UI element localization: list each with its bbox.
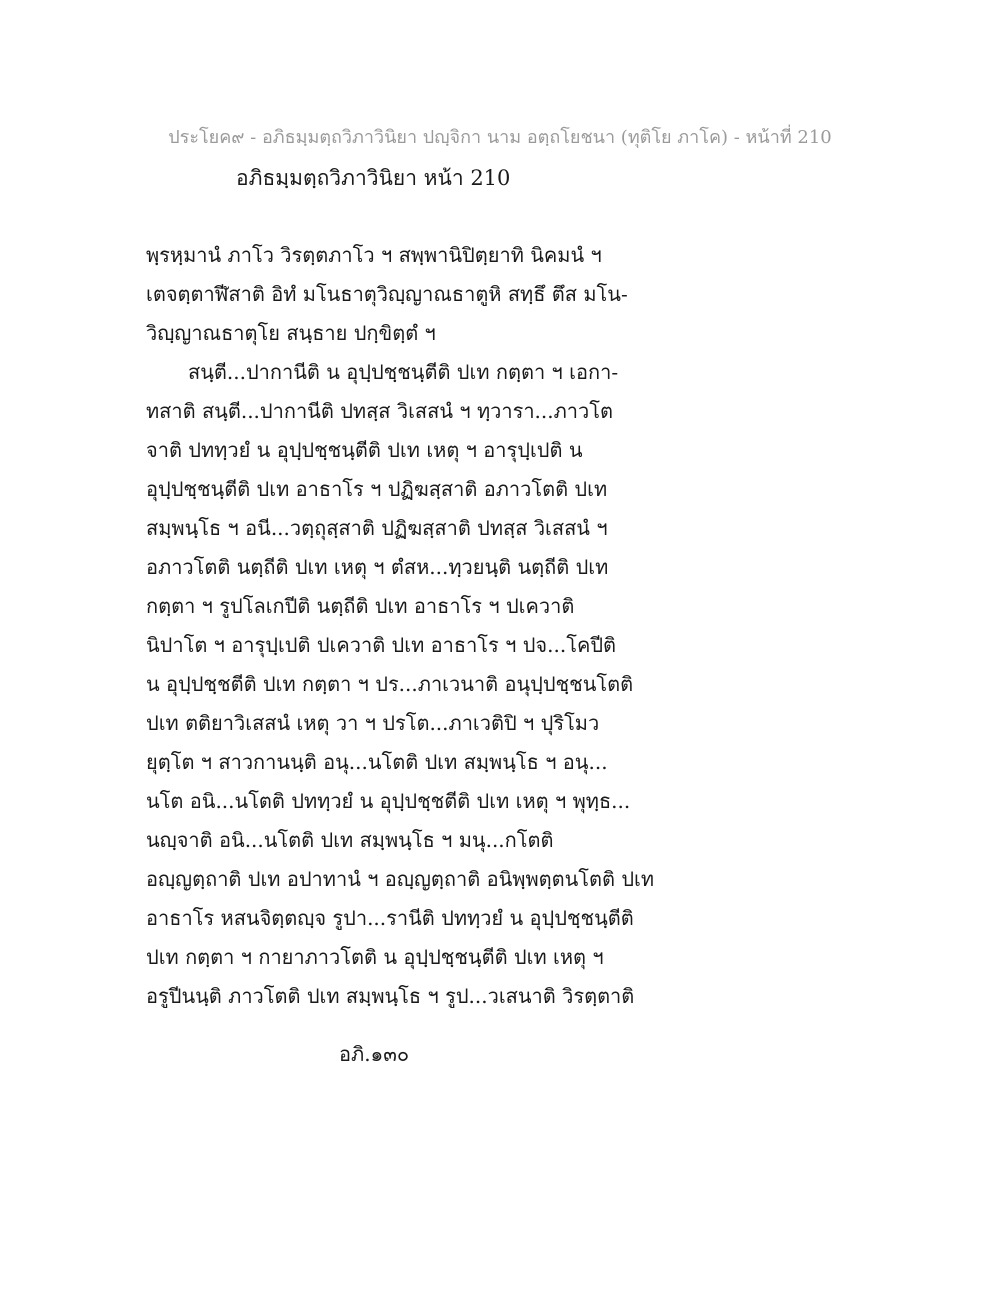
text-line: อาธาโร หสนจิตฺตญฺจ รูปา...รานีติ ปททฺวยํ น อุปฺปชฺชนฺตีติ bbox=[146, 906, 634, 930]
text-line: ปเท ตติยาวิเสสนํ เหตุ วา ฯ ปรโต...ภาเวติปิ ฯ ปุริโมว bbox=[146, 711, 600, 735]
text-line: สมฺพนฺโธ ฯ อนี...วตฺถุสฺสาติ ปฏิฆสฺสาติ ปทสฺส วิเสสนํ ฯ bbox=[146, 516, 608, 540]
text-line: พฺรหฺมานํ ภาโว วิรตฺตภาโว ฯ สพฺพานิปิตฺยาทิ นิคมนํ ฯ bbox=[146, 243, 602, 267]
text-line: อภาวโตติ นตฺถีติ ปเท เหตุ ฯ ตํสห...ทฺวยนฺติ นตฺถีติ ปเท bbox=[146, 555, 609, 579]
text-line: อุปฺปชฺชนฺตีติ ปเท อาธาโร ฯ ปฏิฆสฺสาติ อภาวโตติ ปเท bbox=[146, 477, 608, 501]
running-header: ประโยค๙ - อภิธมฺมตฺถวิภาวินิยา ปญฺจิกา นาม อตฺถโยชนา (ทุติโย ภาโค) - หน้าที่ 210 bbox=[168, 127, 832, 148]
page-footer: อภิ.๑๓๐ bbox=[339, 1042, 410, 1066]
text-line: กตฺตา ฯ รูปโลเกปีติ นตฺถีติ ปเท อาธาโร ฯ ปเควาติ bbox=[146, 594, 575, 618]
text-line: วิญฺญาณธาตุโย สนฺธาย ปกฺขิตฺตํ ฯ bbox=[146, 321, 436, 345]
text-line: อญฺญตฺถาติ ปเท อปาทานํ ฯ อญฺญตฺถาติ อนิพฺพตฺตนโตติ ปเท bbox=[146, 867, 655, 891]
page-title: อภิธมฺมตฺถวิภาวินิยา หน้า 210 bbox=[236, 166, 511, 190]
text-line: น อุปฺปชฺชตีติ ปเท กตฺตา ฯ ปร...ภาเวนาติ อนุปฺปชฺชนโตติ bbox=[146, 672, 634, 696]
text-line: ปเท กตฺตา ฯ กายาภาวโตติ น อุปฺปชฺชนฺตีติ ปเท เหตุ ฯ bbox=[146, 945, 604, 969]
body-text bbox=[146, 236, 706, 1016]
text-line: อรูปีนนฺติ ภาวโตติ ปเท สมฺพนฺโธ ฯ รูป...วเสนาติ วิรตฺตาติ bbox=[146, 984, 635, 1008]
text-line: เตจตฺตาฬีสาติ อิทํ มโนธาตุวิญฺญาณธาตูหิ สทฺธึ ตึส มโน- bbox=[146, 282, 628, 306]
text-line: ยุตฺโต ฯ สาวกานนฺติ อนุ...นโตติ ปเท สมฺพนฺโธ ฯ อนุ... bbox=[146, 750, 608, 774]
text-line: นิปาโต ฯ อารุปฺเปติ ปเควาติ ปเท อาธาโร ฯ ปจ...โคปีติ bbox=[146, 633, 617, 657]
text-line: สนฺตี...ปากานีติ น อุปฺปชฺชนฺตีติ ปเท กตฺตา ฯ เอกา- bbox=[188, 360, 619, 384]
text-line: ทสาติ สนฺตี...ปากานีติ ปทสฺส วิเสสนํ ฯ ทฺวารา...ภาวโต bbox=[146, 399, 614, 423]
text-line: จาติ ปททฺวยํ น อุปฺปชฺชนฺตีติ ปเท เหตุ ฯ อารุปฺเปติ น bbox=[146, 438, 583, 462]
text-line: นโต อนิ...นโตติ ปททฺวยํ น อุปฺปชฺชตีติ ปเท เหตุ ฯ พุทฺธ... bbox=[146, 789, 631, 813]
text-line: นญฺจาติ อนิ...นโตติ ปเท สมฺพนฺโธ ฯ มนุ...กโตติ bbox=[146, 828, 554, 852]
